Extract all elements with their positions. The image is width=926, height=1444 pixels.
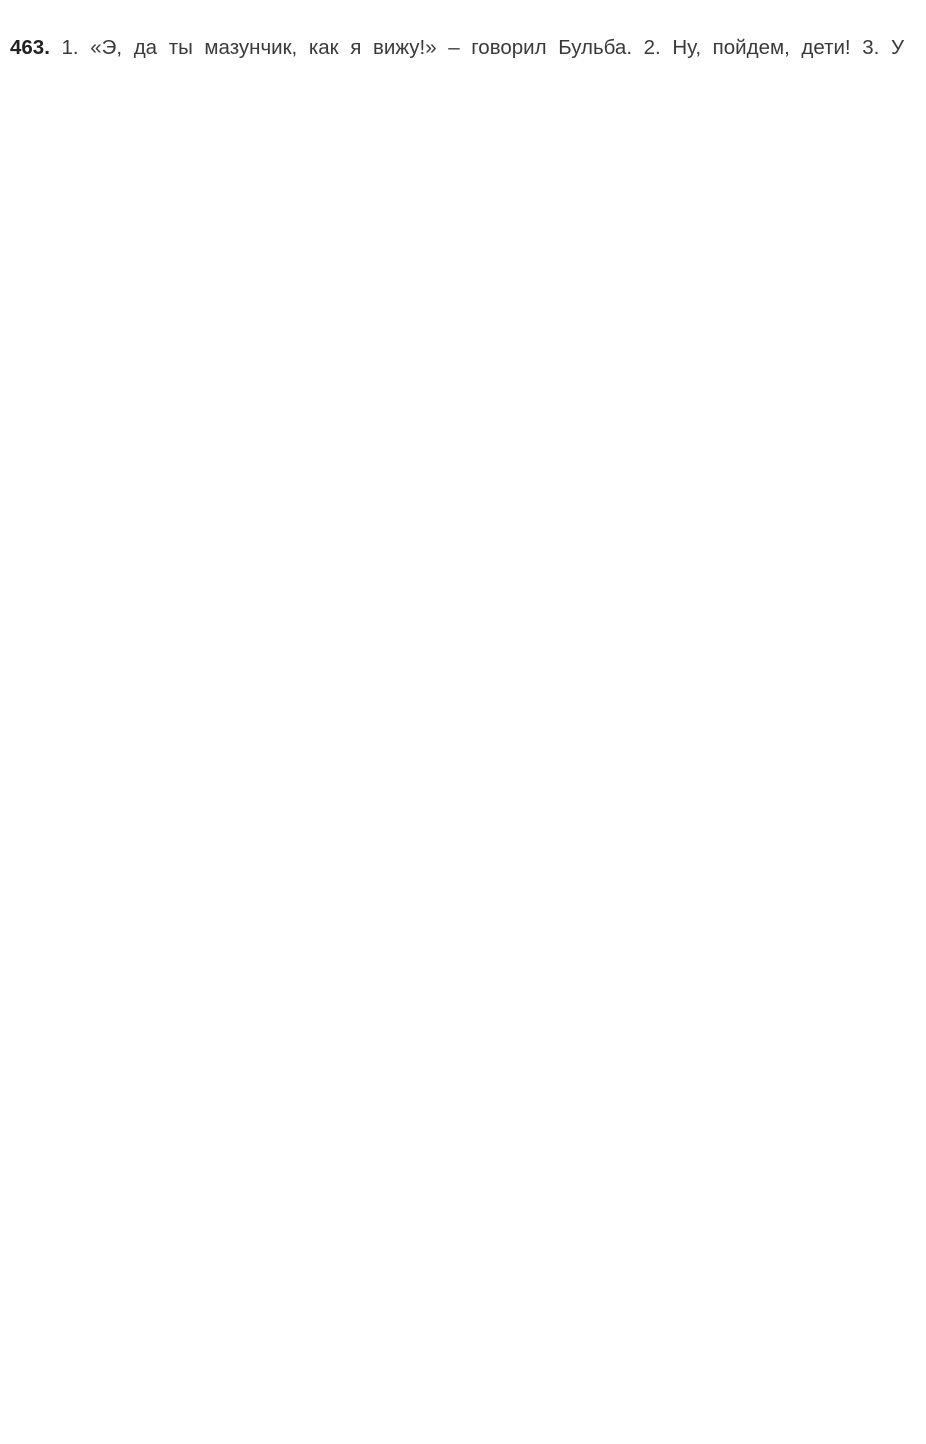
exercise-number: 463. <box>10 36 50 59</box>
exercise-text-line-1: 1. «Э, да ты мазунчик, как я вижу!» – говорил Бульба. 2. Ну, пойдем, дети! 3. У <box>61 36 904 59</box>
exercise-line-1 <box>10 36 904 60</box>
